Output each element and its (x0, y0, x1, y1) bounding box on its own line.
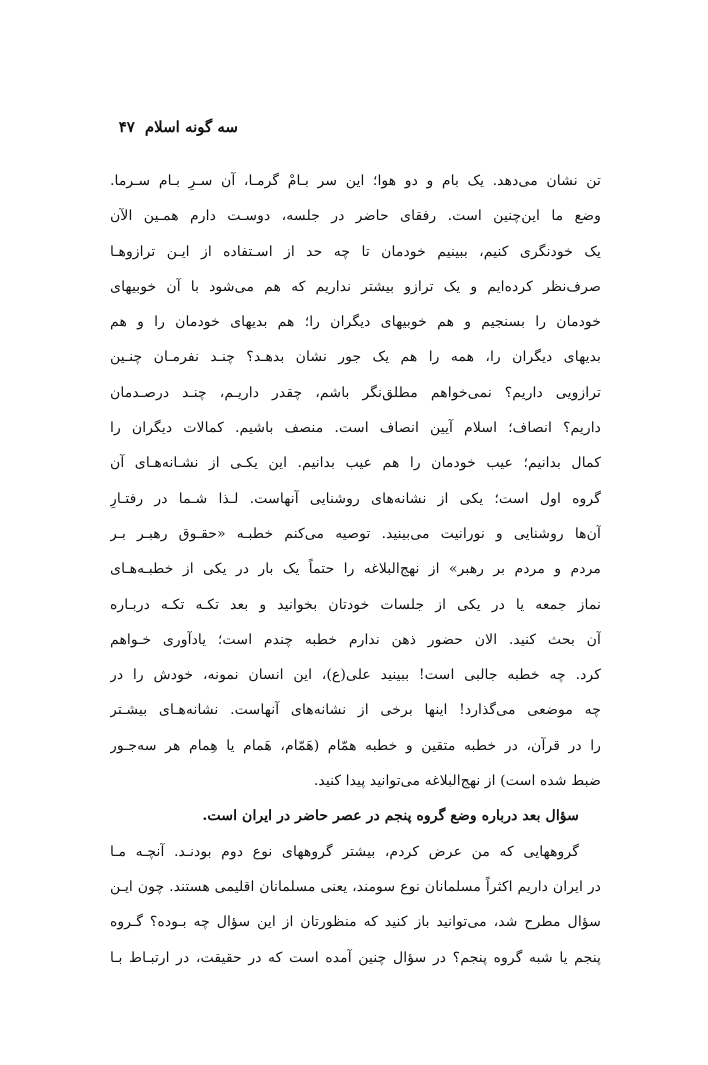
text-line: کمال بدانیم؛ عیب خودمان را هم عیب بدانیم. این یکـی از نشـانه‌هـای آن (110, 455, 601, 472)
text-line: صرف‌نظر کرده‌ایم و یک ترازو بیشتر نداریم که هم می‌شود با آن خوبیهای (110, 278, 601, 295)
text-line: خودمان را بسنجیم و هم خوبیهای دیگران را؛ هم بدیهای خودمان را و هم (110, 314, 601, 331)
text-line: مردم و مردم بر رهبر» از نهج‌البلاغه را حتماً یک بار در یکی از خطبـه‌هـای (110, 561, 601, 578)
text-line: بدیهای دیگران را، همه را هم یک جور نشان بدهـد؟ چنـد نفرمـان چنـین (110, 349, 601, 366)
text-line: آن بحث کنید. الان حضور ذهن ندارم خطبه چندم است؛ یادآوری خـواهم (110, 631, 601, 648)
text-line: را در قرآن، در خطبه متقین و خطبه همّام (هَمّام، هَمام یا هِمام هر سه‌جـور (110, 737, 601, 754)
text-line: کرد. چه خطبه جالبی است! ببینید علی(ع)، این انسان نمونه، خودش را در (110, 667, 601, 684)
text-line: یک خودنگری کنیم، ببینیم خودمان تا چه حد از اسـتفاده از ایـن ترازوهـا (110, 243, 601, 260)
text-line: نماز جمعه یا در یکی از جلسات خودتان بخوانید و بعد تکـه تکـه دربـاره (110, 596, 601, 613)
running-header (108, 118, 238, 136)
body-text (110, 164, 601, 976)
text-line: سؤال مطرح شد، می‌توانید باز کنید که منظورتان از این سؤال چه بـوده؟ گـروه (110, 914, 601, 931)
text-line: گروه اول است؛ یکی از نشانه‌های روشنایی آنهاست. لـذا شـما در رفتـارِ (110, 490, 601, 507)
text-line: گروههایی که من عرض کردم، بیشتر گروههای نوع دوم بودنـد. آنچـه مـا (110, 843, 579, 860)
text-line: وضع ما این‌چنین است. رفقای حاضر در جلسه، دوسـت دارم همـین الآن (110, 208, 601, 225)
question-line: سؤال بعد درباره وضع گروه پنجم در عصر حاضر در ایران است. (202, 808, 579, 825)
text-line: در ایران داریم اکثراً مسلمانان نوع سومند، یعنی مسلمانان اقلیمی هستند. چون ایـن (110, 878, 601, 895)
page-number: ۴۷ (118, 118, 135, 136)
text-line: ضبط شده است) از نهج‌البلاغه می‌توانید پیدا کنید. (313, 773, 601, 790)
text-line: چه موضعی می‌گذارد! اینها برخی از نشانه‌های آنهاست. نشانه‌هـای بیشـتر (110, 702, 601, 719)
text-line: تن نشان می‌دهد. یک بام و دو هوا؛ این سر بـامْ گرمـا، آن سـرِ بـام سـرما. (110, 173, 601, 189)
text-line: آن‌ها روشنایی و نورانیت می‌بینید. توصیه می‌کنم خطبـه «حقـوق رهبـر بـر (110, 525, 601, 542)
text-line: پنجم یا شبه گروه پنجم؟ در سؤال چنین آمده است که در حقیقت، در ارتبـاط بـا (110, 949, 601, 966)
running-title: سه گونه اسلام (144, 118, 238, 136)
text-line: ترازویی داریم؟ نمی‌خواهم مطلق‌نگر باشم، چقدر داریـم، چنـد درصـدمان (110, 384, 601, 401)
text-line: داریم؟ انصاف؛ اسلام آیین انصاف است. منصف باشیم. کمالات دیگران را (110, 420, 601, 437)
